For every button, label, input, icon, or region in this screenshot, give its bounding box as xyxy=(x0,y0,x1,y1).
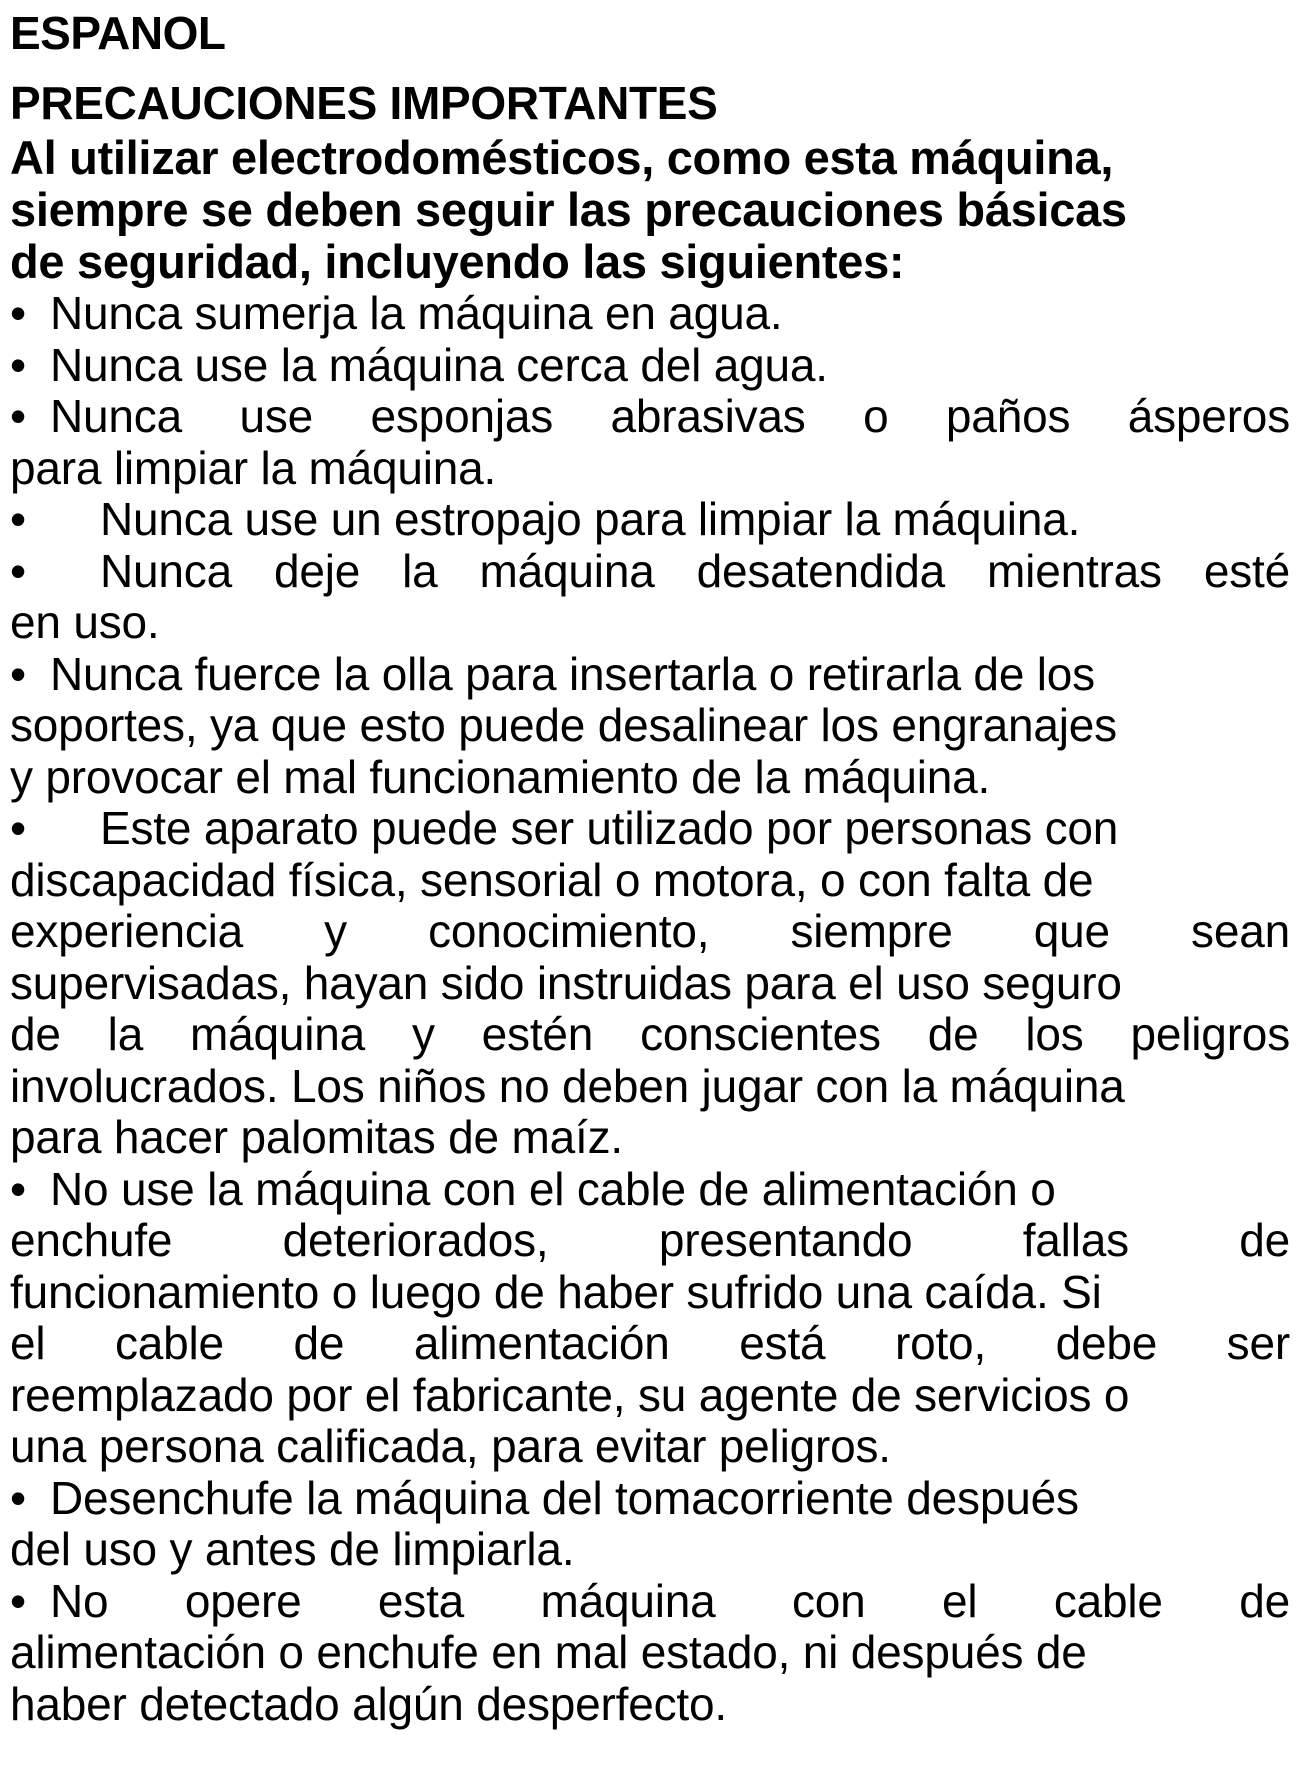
precaution-line xyxy=(10,649,1290,701)
intro-line: Al utilizar electrodomésticos, como esta máquina, xyxy=(10,131,1114,184)
precaution-text: del uso y antes de limpiarla. xyxy=(10,1523,575,1575)
precaution-line xyxy=(10,752,1290,804)
precaution-text: funcionamiento o luego de haber sufrido una caída. Si xyxy=(10,1265,1102,1318)
precaution-text: Nunca use esponjas abrasivas o paños ásperos xyxy=(50,390,1290,442)
bullet-icon: • xyxy=(10,1574,26,1627)
precaution-text: experiencia y conocimiento, siempre que sean xyxy=(10,905,1290,957)
language-label: ESPANOL xyxy=(10,7,226,59)
bullet-icon: • xyxy=(10,390,26,442)
precaution-line xyxy=(10,1627,1290,1679)
precaution-line xyxy=(10,803,1290,855)
precaution-text: en uso. xyxy=(10,596,160,648)
precaution-text: Este aparato puede ser utilizado por personas con xyxy=(100,802,1119,854)
bullet-icon: • xyxy=(10,493,26,545)
precaution-text: y provocar el mal funcionamiento de la máquina. xyxy=(10,750,991,803)
precaution-text: No use la máquina con el cable de alimentación o xyxy=(50,1162,1056,1215)
precaution-list xyxy=(10,288,1290,1730)
precaution-line xyxy=(10,700,1290,752)
bullet-icon: • xyxy=(10,287,26,339)
precaution-text: una persona calificada, para evitar peligros. xyxy=(10,1420,891,1472)
precaution-text: alimentación o enchufe en mal estado, ni después de xyxy=(10,1626,1087,1678)
precaution-line xyxy=(10,1267,1290,1319)
precaution-text: enchufe deteriorados, presentando fallas de xyxy=(10,1214,1290,1266)
section-heading: PRECAUCIONES IMPORTANTES xyxy=(10,77,718,129)
precaution-text: Nunca sumerja la máquina en agua. xyxy=(50,287,783,339)
intro-paragraph xyxy=(10,132,1290,288)
bullet-icon: • xyxy=(10,647,26,700)
intro-line: de seguridad, incluyendo las siguientes: xyxy=(10,235,905,288)
precaution-line xyxy=(10,443,1290,495)
precaution-text: haber detectado algún desperfecto. xyxy=(10,1677,727,1730)
precaution-line xyxy=(10,391,1290,443)
precaution-text: Desenchufe la máquina del tomacorriente después xyxy=(50,1471,1079,1524)
document-page xyxy=(10,4,1290,1730)
bullet-icon: • xyxy=(10,1471,26,1524)
precaution-item xyxy=(10,803,1290,1164)
precaution-item xyxy=(10,1576,1290,1731)
precaution-item xyxy=(10,391,1290,494)
precaution-text: Nunca deje la máquina desatendida mientras esté xyxy=(100,544,1290,597)
precaution-line xyxy=(10,855,1290,907)
precaution-text: para hacer palomitas de maíz. xyxy=(10,1111,623,1163)
precaution-line xyxy=(10,1473,1290,1525)
precaution-line xyxy=(10,1679,1290,1731)
precaution-text: Nunca use un estropajo para limpiar la máquina. xyxy=(100,493,1081,545)
precaution-text: involucrados. Los niños no deben jugar con la máquina xyxy=(10,1059,1125,1112)
bullet-icon: • xyxy=(10,544,26,597)
precaution-line xyxy=(10,494,1290,546)
precaution-line xyxy=(10,1576,1290,1628)
precaution-line xyxy=(10,1164,1290,1216)
precaution-item xyxy=(10,546,1290,649)
precaution-text: soportes, ya que esto puede desalinear los engranajes xyxy=(10,699,1117,751)
precaution-line xyxy=(10,340,1290,392)
precaution-line xyxy=(10,288,1290,340)
bullet-icon: • xyxy=(10,1162,26,1215)
precaution-line xyxy=(10,1370,1290,1422)
precaution-item xyxy=(10,288,1290,340)
precaution-text: discapacidad física, sensorial o motora, o con falta de xyxy=(10,853,1094,906)
precaution-item xyxy=(10,649,1290,804)
precaution-text: para limpiar la máquina. xyxy=(10,441,497,494)
precaution-line xyxy=(10,1009,1290,1061)
precaution-item xyxy=(10,1164,1290,1473)
precaution-text: el cable de alimentación está roto, debe ser xyxy=(10,1317,1290,1369)
precaution-line xyxy=(10,597,1290,649)
precaution-text: No opere esta máquina con el cable de xyxy=(50,1574,1290,1627)
precaution-item xyxy=(10,340,1290,392)
precaution-text: de la máquina y estén conscientes de los peligros xyxy=(10,1008,1290,1060)
precaution-text: reemplazado por el fabricante, su agente de servicios o xyxy=(10,1368,1130,1421)
precaution-line xyxy=(10,1524,1290,1576)
precaution-line xyxy=(10,1061,1290,1113)
precaution-item xyxy=(10,1473,1290,1576)
precaution-text: Nunca fuerce la olla para insertarla o retirarla de los xyxy=(50,647,1095,700)
precaution-line xyxy=(10,1318,1290,1370)
precaution-line xyxy=(10,1215,1290,1267)
precaution-line xyxy=(10,546,1290,598)
precaution-text: supervisadas, hayan sido instruidas para el uso seguro xyxy=(10,956,1122,1009)
precaution-line xyxy=(10,1112,1290,1164)
bullet-icon: • xyxy=(10,338,26,391)
precaution-item xyxy=(10,494,1290,546)
precaution-line xyxy=(10,906,1290,958)
precaution-text: Nunca use la máquina cerca del agua. xyxy=(50,338,828,391)
precaution-line xyxy=(10,1421,1290,1473)
bullet-icon: • xyxy=(10,802,26,854)
precaution-line xyxy=(10,958,1290,1010)
intro-line: siempre se deben seguir las precauciones básicas xyxy=(10,183,1127,236)
